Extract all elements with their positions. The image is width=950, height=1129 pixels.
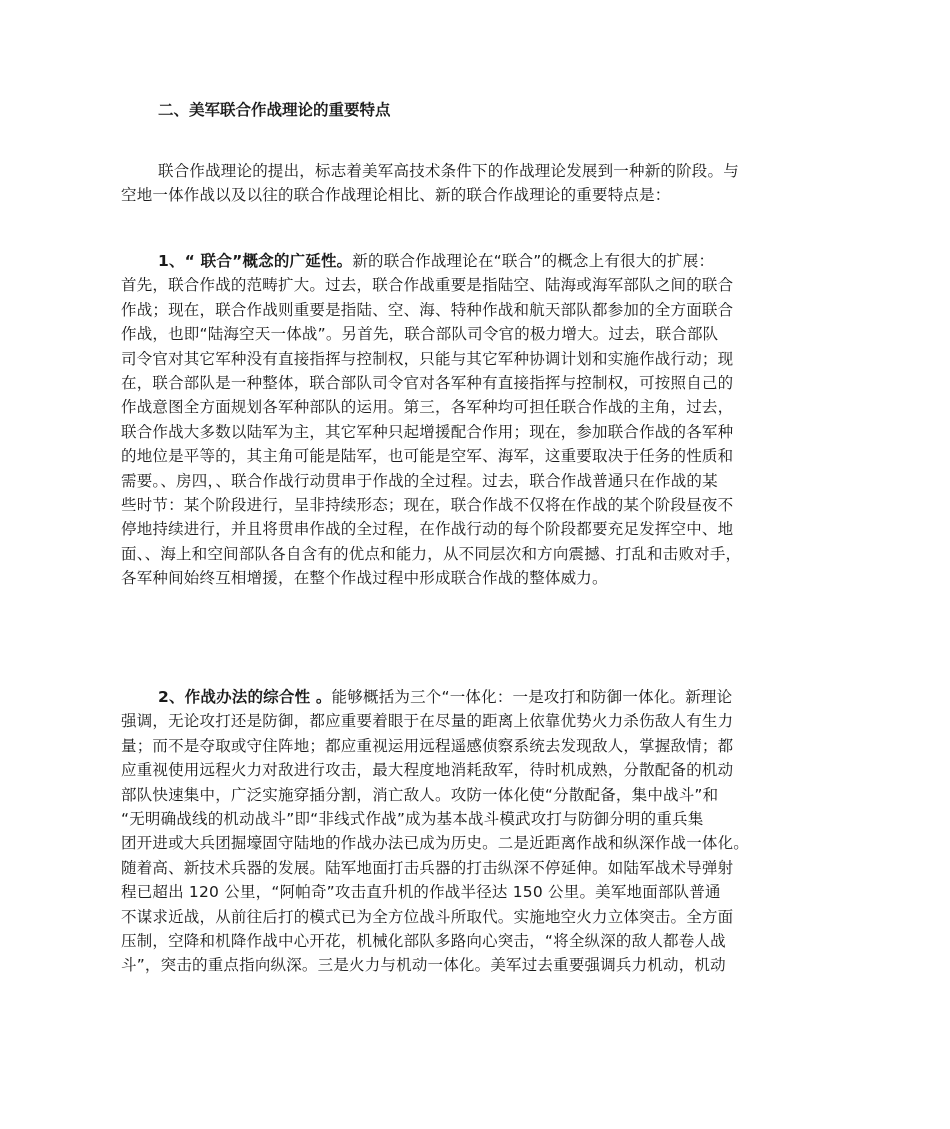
paragraph-line: 量；而不是夺取或守住阵地；都应重视运用远程遥感侦察系统去发现敌人，掌握敌情；都 bbox=[121, 736, 734, 755]
paragraph-line: 些时节：某个阶段进行，呈非持续形态；现在，联合作战不仅将在作战的某个阶段昼夜不 bbox=[121, 496, 734, 515]
paragraph-first-line bbox=[121, 685, 833, 709]
paragraph-line: 各军种间始终互相增援，在整个作战过程中形成联合作战的整体威力。 bbox=[121, 569, 608, 588]
paragraph-line: 作战；现在，联合作战则重要是指陆、空、海、特种作战和航天部队都参加的全方面联合 bbox=[121, 300, 734, 319]
paragraph-line: 应重视使用远程火力对敌进行攻击，最大程度地消耗敌军，待时机成熟，分散配备的机动 bbox=[121, 761, 734, 780]
paragraph-line: 在，联合部队是一种整体，联合部队司令官对各军种有直接指挥与控制权，可按照自己的 bbox=[121, 374, 734, 393]
feature-1-paragraph bbox=[121, 249, 833, 591]
paragraph-line: 部队快速集中，广泛实施穿插分割，消亡敌人。攻防一体化使“分散配备，集中战斗”和 bbox=[121, 785, 719, 804]
paragraph-line: “无明确战线的机动战斗”即“非线式作战”成为基本战斗模武攻打与防御分明的重兵集 bbox=[121, 810, 704, 829]
intro-paragraph bbox=[121, 159, 833, 208]
feature-2-title: 2、作战办法的综合性 。 bbox=[158, 688, 332, 706]
paragraph-line: 停地持续进行，并且将贯串作战的全过程，在作战行动的每个阶段都要充足发挥空中、地 bbox=[121, 520, 734, 539]
feature-2-paragraph bbox=[121, 685, 833, 978]
paragraph-line: 压制，空降和机降作战中心开花，机械化部队多路向心突击，“将全纵深的敌人都卷人战 bbox=[121, 932, 726, 951]
paragraph-line: 的地位是平等的，其主角可能是陆军，也可能是空军、海军，这重要取决于任务的性质和 bbox=[121, 447, 734, 466]
paragraph-line: 联合作战大多数以陆军为主，其它军种只起增援配合作用；现在，参加联合作战的各军种 bbox=[121, 422, 734, 441]
feature-1-lead-text: 新的联合作战理论在“联合”的概念上有很大的扩展： bbox=[352, 252, 715, 270]
paragraph-first-line bbox=[121, 249, 833, 273]
paragraph-line: 团开进或大兵团掘壕固守陆地的作战办法已成为历史。二是近距离作战和纵深作战一体化。 bbox=[121, 834, 750, 853]
paragraph-line: 作战意图全方面规划各军种部队的运用。第三，各军种均可担任联合作战的主角，过去， bbox=[121, 398, 734, 417]
paragraph-line: 需要。、房四，、联合作战行动贯串于作战的全过程。过去，联合作战普通只在作战的某 bbox=[121, 471, 718, 490]
paragraph-line: 首先，联合作战的范畴扩大。过去，联合作战重要是指陆空、陆海或海军部队之间的联合 bbox=[121, 276, 734, 295]
feature-2-lead-text: 能够概括为三个“一体化：一是攻打和防御一体化。新理论 bbox=[331, 688, 733, 706]
paragraph-line: 面、、海上和空间部队各自含有的优点和能力，从不同层次和方向震撼、打乱和击败对手， bbox=[121, 544, 742, 563]
paragraph-line: 斗”，突击的重点指向纵深。三是火力与机动一体化。美军过去重要强调兵力机动，机动 bbox=[121, 956, 726, 975]
feature-1-title: 1、“ 联合”概念的广延性。 bbox=[158, 252, 353, 270]
paragraph-line: 联合作战理论的提出，标志着美军高技术条件下的作战理论发展到一种新的阶段。与 bbox=[158, 162, 739, 180]
paragraph-line: 空地一体作战以及以往的联合作战理论相比、新的联合作战理论的重要特点是： bbox=[121, 186, 671, 205]
paragraph-line: 随着高、新技术兵器的发展。陆军地面打击兵器的打击纵深不停延伸。如陆军战术导弹射 bbox=[121, 858, 734, 877]
paragraph-line: 程已超出 120 公里，“阿帕奇”攻击直升机的作战半径达 150 公里。美军地面部队普通 bbox=[121, 883, 721, 902]
paragraph-line: 司令官对其它军种没有直接指挥与控制权，只能与其它军种协调计划和实施作战行动；现 bbox=[121, 349, 734, 368]
paragraph-line: 作战，也即“陆海空天一体战”。另首先，联合部队司令官的极力增大。过去，联合部队 bbox=[121, 325, 719, 344]
paragraph-line: 强调，无论攻打还是防御，都应重要着眼于在尽量的距离上依靠优势火力杀伤敌人有生力 bbox=[121, 712, 734, 731]
section-heading: 二、美军联合作战理论的重要特点 bbox=[158, 101, 391, 119]
paragraph-line: 不谋求近战，从前往后打的模式已为全方位战斗所取代。实施地空火力立体突击。全方面 bbox=[121, 907, 734, 926]
